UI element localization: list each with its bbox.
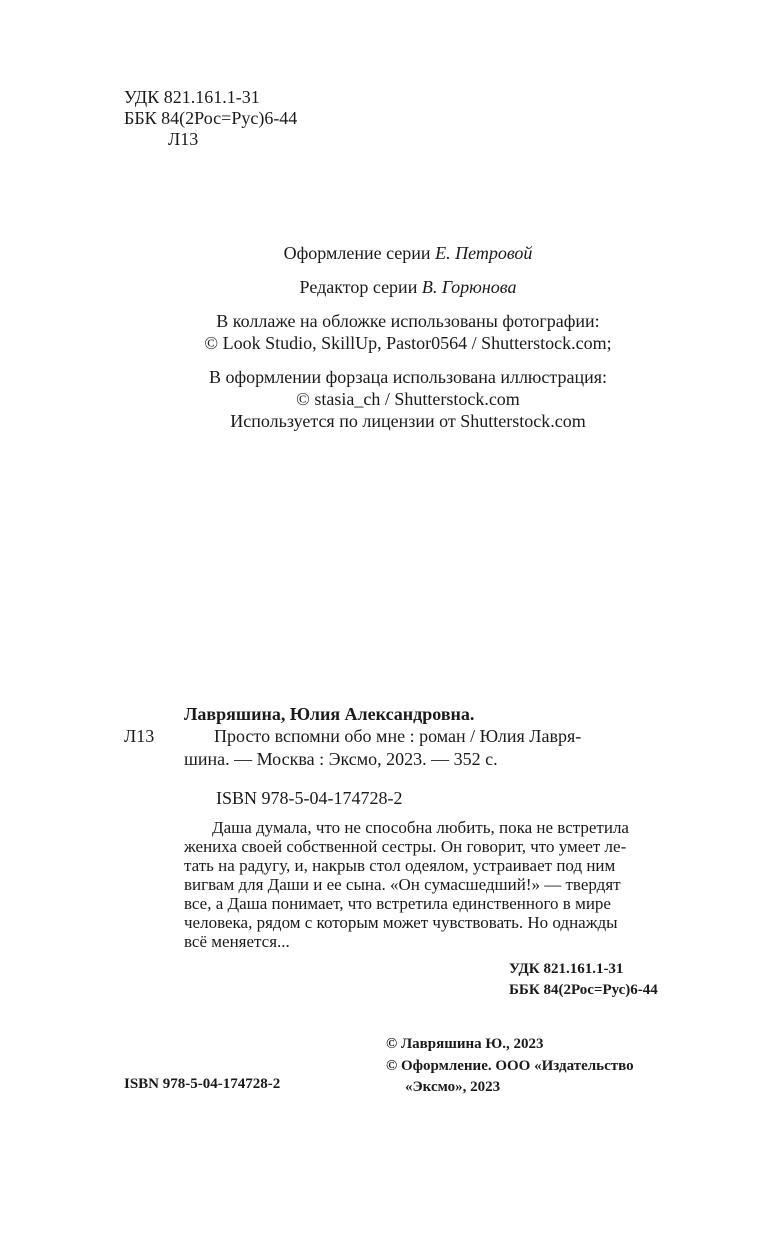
cover-photos-line-1: В коллаже на обложке использованы фотографии: <box>216 311 600 331</box>
footer-isbn: ISBN 978-5-04-174728-2 <box>124 1076 281 1092</box>
series-design-label: Оформление серии <box>283 243 431 263</box>
series-design-name: Е. Петровой <box>435 243 533 263</box>
series-design-line <box>0 242 768 264</box>
credits-block <box>0 242 768 432</box>
catalog-author-mark: Л13 <box>124 726 155 746</box>
description-line: Даша думала, что не способна любить, пока не встретила <box>212 818 629 837</box>
description-line: все, а Даша понимает, что встретила единственного в мире <box>184 894 611 913</box>
license-line: Используется по лицензии от Shutterstock.com <box>230 411 586 431</box>
catalog-udk: УДК 821.161.1-31 <box>509 961 624 977</box>
description-line: человека, рядом с которым может чувствовать. Но однажды <box>184 913 618 932</box>
copyright-author: © Лавряшина Ю., 2023 <box>386 1036 544 1052</box>
series-editor-line <box>0 276 768 298</box>
copyright-publisher-line-2: «Эксмо», 2023 <box>405 1079 501 1095</box>
catalog-author-heading: Лавряшина, Юлия Александровна. <box>184 704 475 724</box>
description-line: всё меняется... <box>184 932 290 951</box>
series-editor-label: Редактор серии <box>299 277 418 297</box>
author-mark: Л13 <box>168 129 199 149</box>
udk-code: УДК 821.161.1-31 <box>124 87 260 107</box>
endpaper-line-2: © stasia_ch / Shutterstock.com <box>296 389 520 409</box>
description-line: вигвам для Даши и ее сына. «Он сумасшедший!» — твердят <box>184 875 621 894</box>
catalog-title-line-1: Просто вспомни обо мне : роман / Юлия Лавря- <box>214 726 582 746</box>
series-editor-name: В. Горюнова <box>421 277 517 297</box>
catalog-isbn: ISBN 978-5-04-174728-2 <box>216 788 403 808</box>
catalog-title-line-2: шина. — Москва : Эксмо, 2023. — 352 с. <box>184 749 498 769</box>
catalog-description <box>184 818 694 951</box>
copyright-publisher-line-1: © Оформление. ООО «Издательство <box>386 1058 634 1074</box>
description-line: жениха своей собственной сестры. Он говорит, что умеет ле- <box>184 837 627 856</box>
description-line: тать на радугу, и, накрыв стол одеялом, устраивает под ним <box>184 856 616 875</box>
bbk-code: ББК 84(2Рос=Рус)6-44 <box>124 108 298 128</box>
endpaper-line-1: В оформлении форзаца использована иллюстрация: <box>208 367 607 387</box>
catalog-bbk: ББК 84(2Рос=Рус)6-44 <box>509 982 658 998</box>
cover-photos-line-2: © Look Studio, SkillUp, Pastor0564 / Shutterstock.com; <box>204 333 612 353</box>
